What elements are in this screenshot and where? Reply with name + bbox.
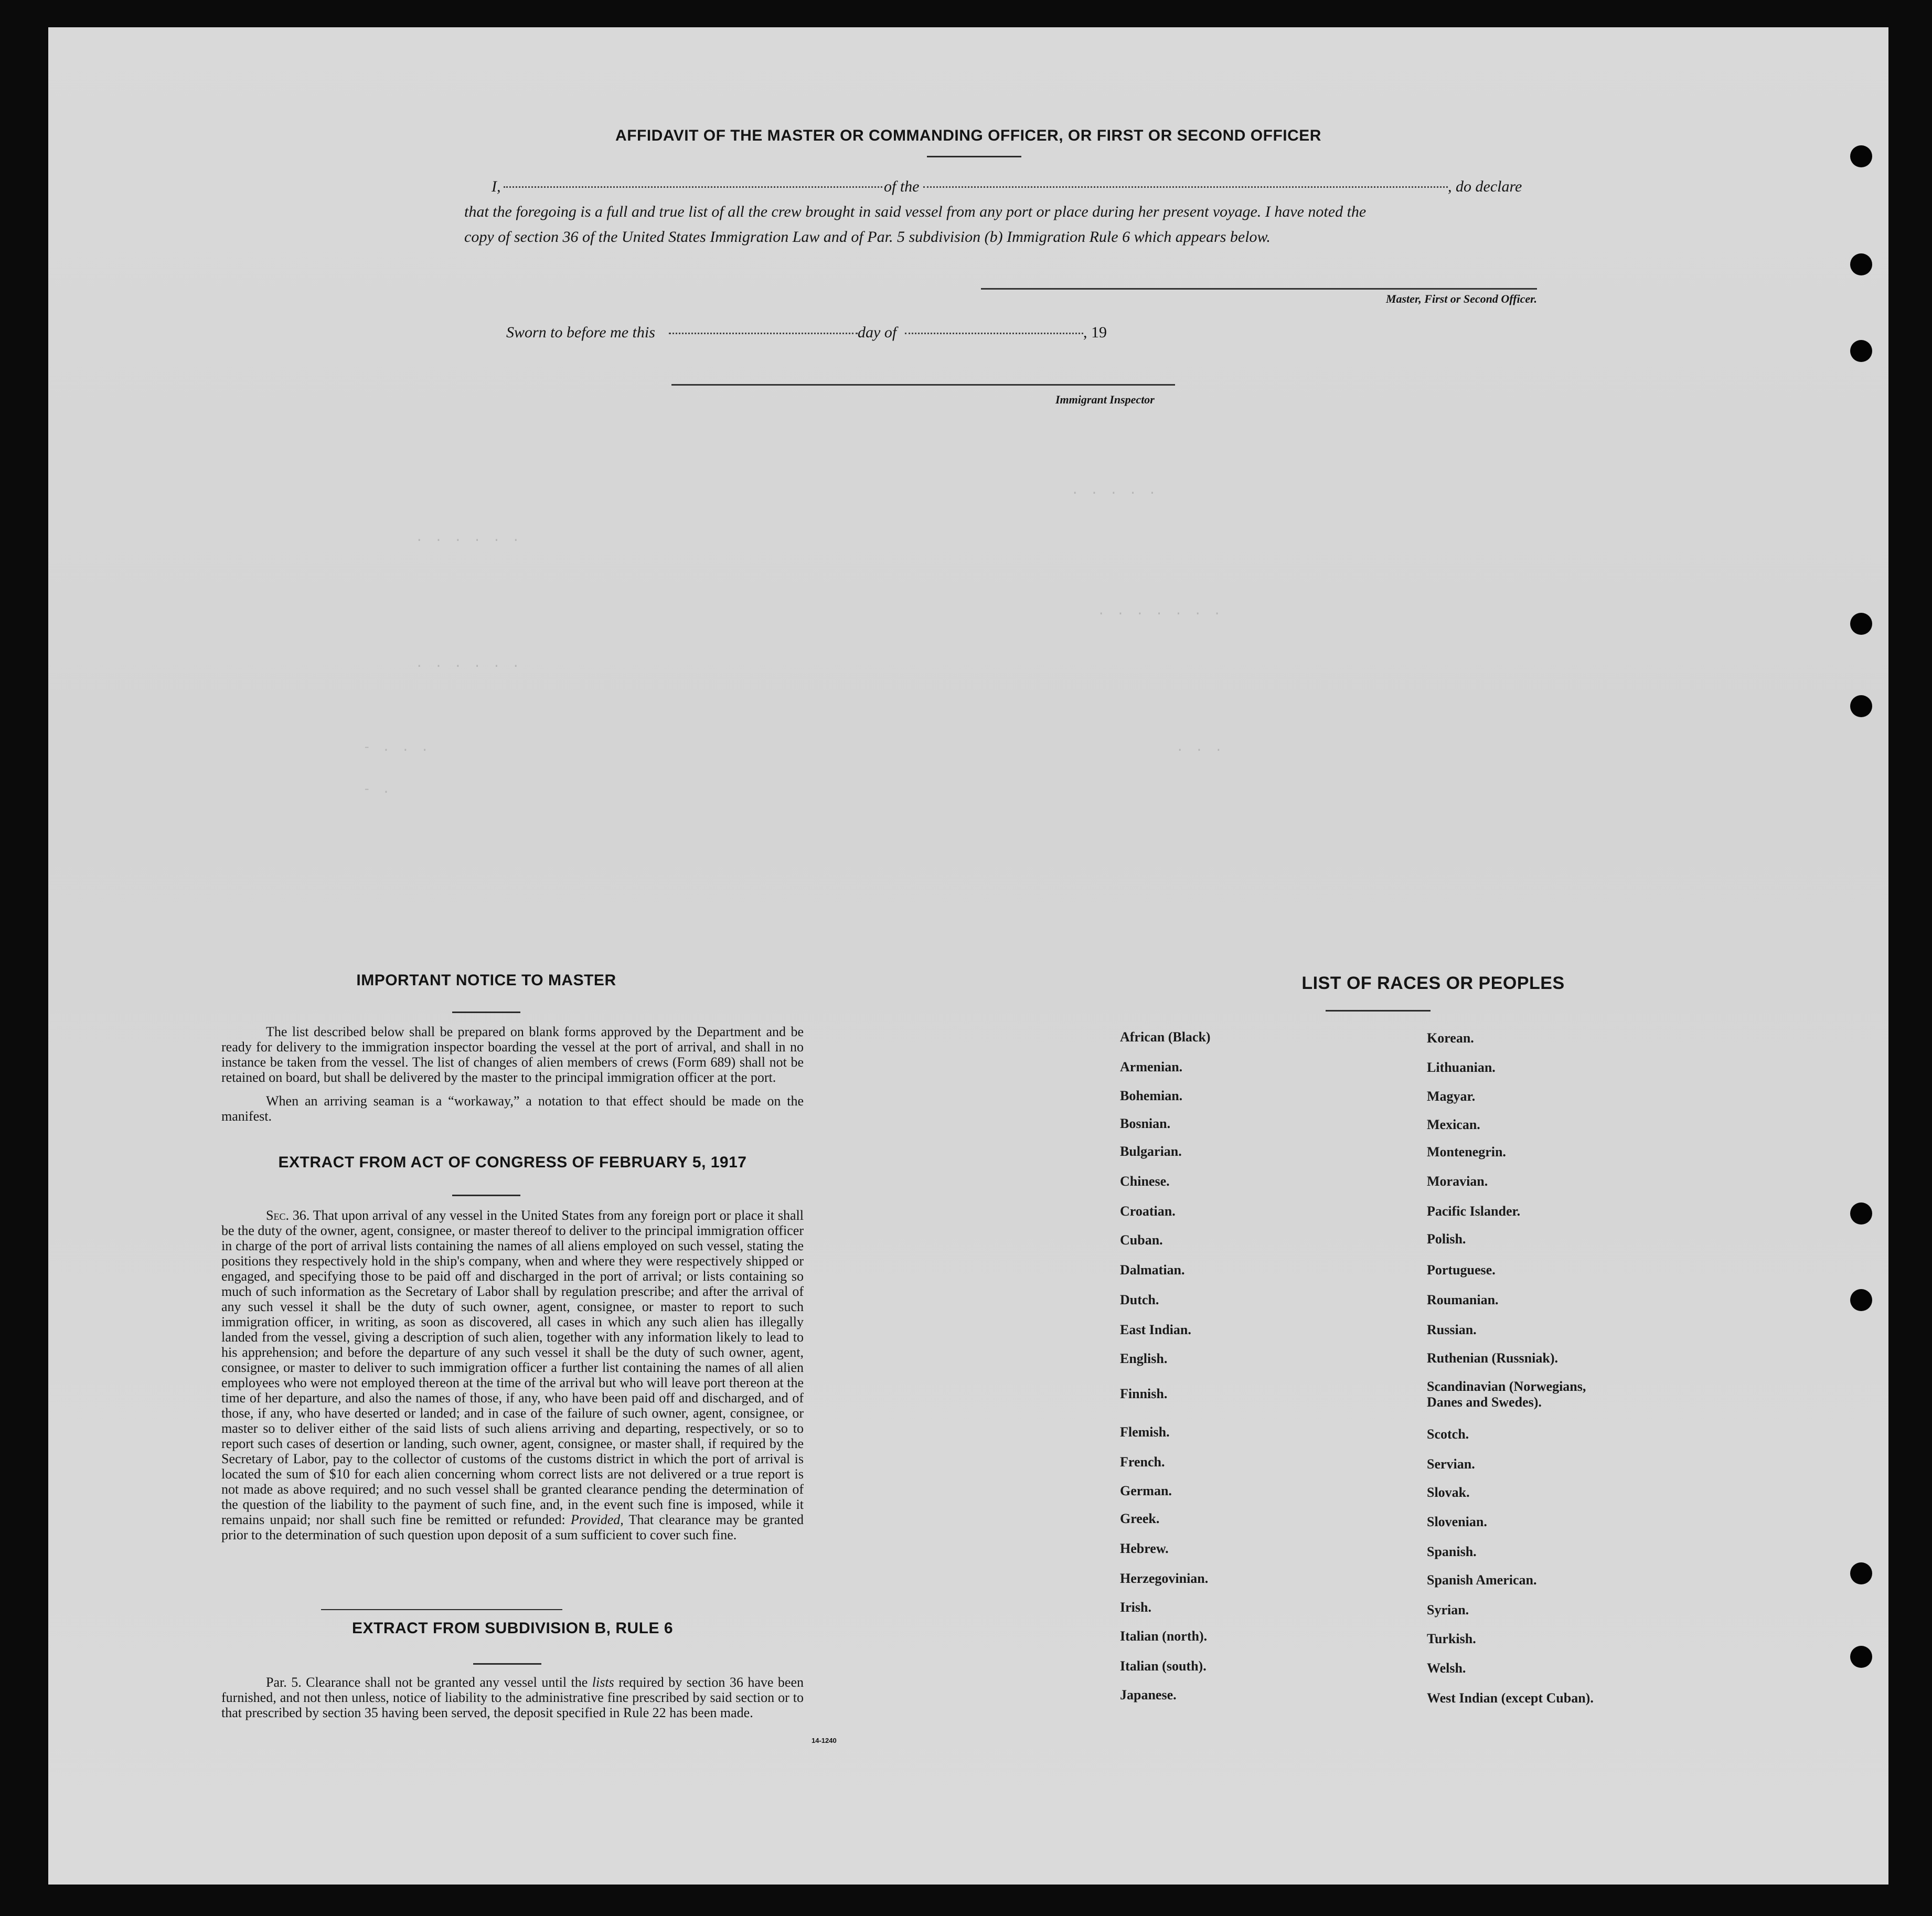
- race-item: Dutch.: [1120, 1292, 1159, 1307]
- race-item: Magyar.: [1427, 1089, 1476, 1104]
- race-item: Dalmatian.: [1120, 1262, 1185, 1278]
- punch-hole: [1850, 340, 1872, 362]
- bleed-through-mark: - .: [363, 783, 392, 797]
- race-item: Armenian.: [1120, 1059, 1183, 1074]
- punch-hole: [1850, 1562, 1872, 1584]
- act-extract-title: EXTRACT FROM ACT OF CONGRESS OF FEBRUARY 5, 1917: [278, 1154, 747, 1171]
- title-divider: [927, 156, 1021, 157]
- rule-text-start: Par. 5. Clearance shall not be granted any vessel until the: [266, 1675, 588, 1690]
- race-item: Polish.: [1427, 1231, 1466, 1247]
- section-body: That upon arrival of any vessel in the United States from any foreign port or place it shall be the duty of the owner, agent, consignee, or master thereof to deliver to the principal immigration officer in charge of the port of arrival lists containing the names of all aliens employed on such vessel, stating the positions they respectively hold in the ship's company, when and where they were respectively shipped or engaged, and specifying those to be paid off and discharged in the port of arrival; or lists containing so much of such information as the Secretary of Labor shall by regulation prescribe; and after the arrival of any such vessel it shall be the duty of such owner, agent, consignee, or master to report to such immigration officer, in writing, as soon as discovered, all cases in which any such alien has illegally landed from the vessel, giving a description of such alien, together with any information likely to lead to his apprehension; and before the departure of any such vessel it shall be the duty of such owner, agent, consignee, or master to deliver to such immigration officer a further list containing the names of all alien employees who were not employed thereon at the time of the arrival but who will leave port thereon at the time of her departure, and also the names of those, if any, who have been paid off and discharged, and of those, if any, who have deserted or landed; and in case of the failure of such owner, agent, consignee, or master so to deliver either of the said lists of such aliens arriving and departing, respectively, or so to report such cases of desertion or landing, such owner, agent, consignee, or master shall, if required by the Secretary of Labor, pay to the collector of customs of the customs district in which the port of arrival is located the sum of $10 for each alien concerning whom correct lists are not delivered or a true report is not made as above required; and no such vessel shall be granted clearance pending the determination of the question of the liability to the payment of such fine, and, in the event such fine is imposed, while it remains unpaid; nor shall such fine be remitted or refunded:: [221, 1208, 804, 1527]
- race-item: Slovenian.: [1427, 1514, 1487, 1529]
- punch-hole: [1850, 1646, 1872, 1668]
- race-item: English.: [1120, 1351, 1168, 1366]
- notice-title: IMPORTANT NOTICE TO MASTER: [356, 972, 616, 989]
- master-signature-line[interactable]: [981, 288, 1537, 290]
- notice-paragraph-1: The list described below shall be prepared on blank forms approved by the Department and be ready for delivery to the immigration inspector boarding the vessel at the port of arrival, and shall in no instance be taken from the vessel. The list of changes of alien members of crews (Form 689) shall not be retained on board, but shall be delivered by the master to the principal immigration officer at the port.: [221, 1024, 804, 1085]
- rule-extract-title: EXTRACT FROM SUBDIVISION B, RULE 6: [351, 1620, 674, 1637]
- race-item: Russian.: [1427, 1322, 1477, 1337]
- races-divider: [1326, 1010, 1431, 1012]
- race-item: Turkish.: [1427, 1631, 1476, 1646]
- vessel-blank[interactable]: [923, 186, 1448, 188]
- race-item: Montenegrin.: [1427, 1144, 1506, 1159]
- act-extract-text: [221, 1208, 804, 1542]
- bleed-through-mark: . . . . .: [1071, 484, 1158, 498]
- race-item: East Indian.: [1120, 1322, 1191, 1337]
- punch-hole: [1850, 1202, 1872, 1225]
- affidavit-line2: that the foregoing is a full and true list of all the crew brought in said vessel from any port or place during her present voyage. I have noted the: [464, 203, 1367, 220]
- act-divider: [452, 1195, 520, 1196]
- race-item: Pacific Islander.: [1427, 1204, 1521, 1219]
- race-item: Croatian.: [1120, 1204, 1176, 1219]
- bleed-through-mark: - . . .: [363, 741, 431, 755]
- notice-divider: [452, 1012, 520, 1013]
- inspector-label: Immigrant Inspector: [1055, 393, 1155, 406]
- race-item: Lithuanian.: [1427, 1060, 1496, 1075]
- act-end-divider: [321, 1609, 562, 1610]
- punch-hole: [1850, 145, 1872, 167]
- punch-hole: [1850, 695, 1872, 717]
- notice-paragraph-2: When an arriving seaman is a “workaway,” a notation to that effect should be made on the manifest.: [221, 1093, 804, 1124]
- race-item: Herzegovinian.: [1120, 1571, 1209, 1586]
- race-item: Spanish.: [1427, 1544, 1477, 1559]
- race-item: Scandinavian (Norwegians, Danes and Swedes).: [1427, 1379, 1586, 1410]
- punch-hole: [1850, 253, 1872, 275]
- bleed-through-mark: . . . . . .: [415, 531, 522, 545]
- races-title: LIST OF RACES OR PEOPLES: [1301, 973, 1565, 993]
- section-label: Sec. 36.: [266, 1208, 310, 1223]
- race-item: Finnish.: [1120, 1386, 1168, 1401]
- sworn-day-label: day of: [858, 324, 897, 341]
- provided-label: Provided,: [570, 1512, 624, 1527]
- race-item: Slovak.: [1427, 1485, 1470, 1500]
- punch-hole: [1850, 1289, 1872, 1311]
- race-item: Japanese.: [1120, 1687, 1177, 1702]
- race-item: Flemish.: [1120, 1424, 1170, 1440]
- race-item: African (Black): [1120, 1029, 1211, 1045]
- affidavit-line1-mid: of the: [884, 178, 920, 195]
- race-item: Welsh.: [1427, 1660, 1466, 1676]
- race-item: Chinese.: [1120, 1174, 1170, 1189]
- affidavit-line3: copy of section 36 of the United States Immigration Law and of Par. 5 subdivision (b) Immigration Rule 6 which appears below.: [464, 228, 1271, 246]
- bleed-through-mark: . . . . . .: [415, 657, 522, 671]
- rule-extract-text: [221, 1675, 804, 1720]
- sworn-year: , 19: [1083, 324, 1107, 341]
- race-item: Moravian.: [1427, 1174, 1488, 1189]
- race-item: Greek.: [1120, 1511, 1160, 1526]
- race-item: Servian.: [1427, 1456, 1475, 1472]
- bleed-through-mark: . . . . . . .: [1097, 604, 1223, 619]
- race-item: Hebrew.: [1120, 1541, 1169, 1556]
- sworn-start: Sworn to before me this: [506, 324, 655, 341]
- race-item: Bohemian.: [1120, 1088, 1183, 1103]
- inspector-signature-line[interactable]: [671, 384, 1175, 386]
- rule-text-end: required by section 36 have been furnished, and not then unless, notice of liability to the administrative fine prescribed by said section or to that prescribed by section 35 having been served, the deposit specified in Rule 22 has been made.: [221, 1675, 804, 1720]
- race-item: Italian (north).: [1120, 1628, 1208, 1644]
- race-item: German.: [1120, 1483, 1172, 1498]
- race-item: Irish.: [1120, 1600, 1151, 1615]
- race-item: Mexican.: [1427, 1117, 1480, 1132]
- affidavit-line1-end: , do declare: [1448, 178, 1522, 195]
- name-blank[interactable]: [504, 186, 882, 188]
- form-number: 14-1240: [812, 1737, 837, 1744]
- race-item: Ruthenian (Russniak).: [1427, 1350, 1558, 1366]
- sworn-month-blank[interactable]: [905, 333, 1083, 334]
- race-item: Bosnian.: [1120, 1116, 1171, 1131]
- punch-hole: [1850, 613, 1872, 635]
- race-item: Korean.: [1427, 1030, 1474, 1046]
- race-item: Scotch.: [1427, 1427, 1469, 1442]
- race-item: West Indian (except Cuban).: [1427, 1690, 1594, 1706]
- bleed-through-mark: . . .: [1176, 741, 1225, 755]
- race-item: Italian (south).: [1120, 1658, 1207, 1674]
- race-item: Syrian.: [1427, 1602, 1469, 1617]
- race-item: French.: [1120, 1454, 1165, 1470]
- race-item: Portuguese.: [1427, 1262, 1496, 1278]
- race-item: Spanish American.: [1427, 1572, 1537, 1588]
- sworn-day-blank[interactable]: [669, 333, 858, 334]
- section-body-end: That clearance may be granted prior to the determination of such question upon deposit of a sum sufficient to cover such fine.: [221, 1512, 804, 1542]
- master-signature-label: Master, First or Second Officer.: [1385, 292, 1537, 305]
- affidavit-line1-start: I,: [492, 178, 501, 195]
- rule-divider: [473, 1663, 541, 1665]
- race-item: Roumanian.: [1427, 1292, 1499, 1307]
- race-item: Cuban.: [1120, 1232, 1163, 1248]
- document-page: [48, 27, 1888, 1885]
- race-item: Bulgarian.: [1120, 1144, 1182, 1159]
- affidavit-title: AFFIDAVIT OF THE MASTER OR COMMANDING OFFICER, OR FIRST OR SECOND OFFICER: [615, 127, 1321, 144]
- lists-word: lists: [592, 1675, 614, 1690]
